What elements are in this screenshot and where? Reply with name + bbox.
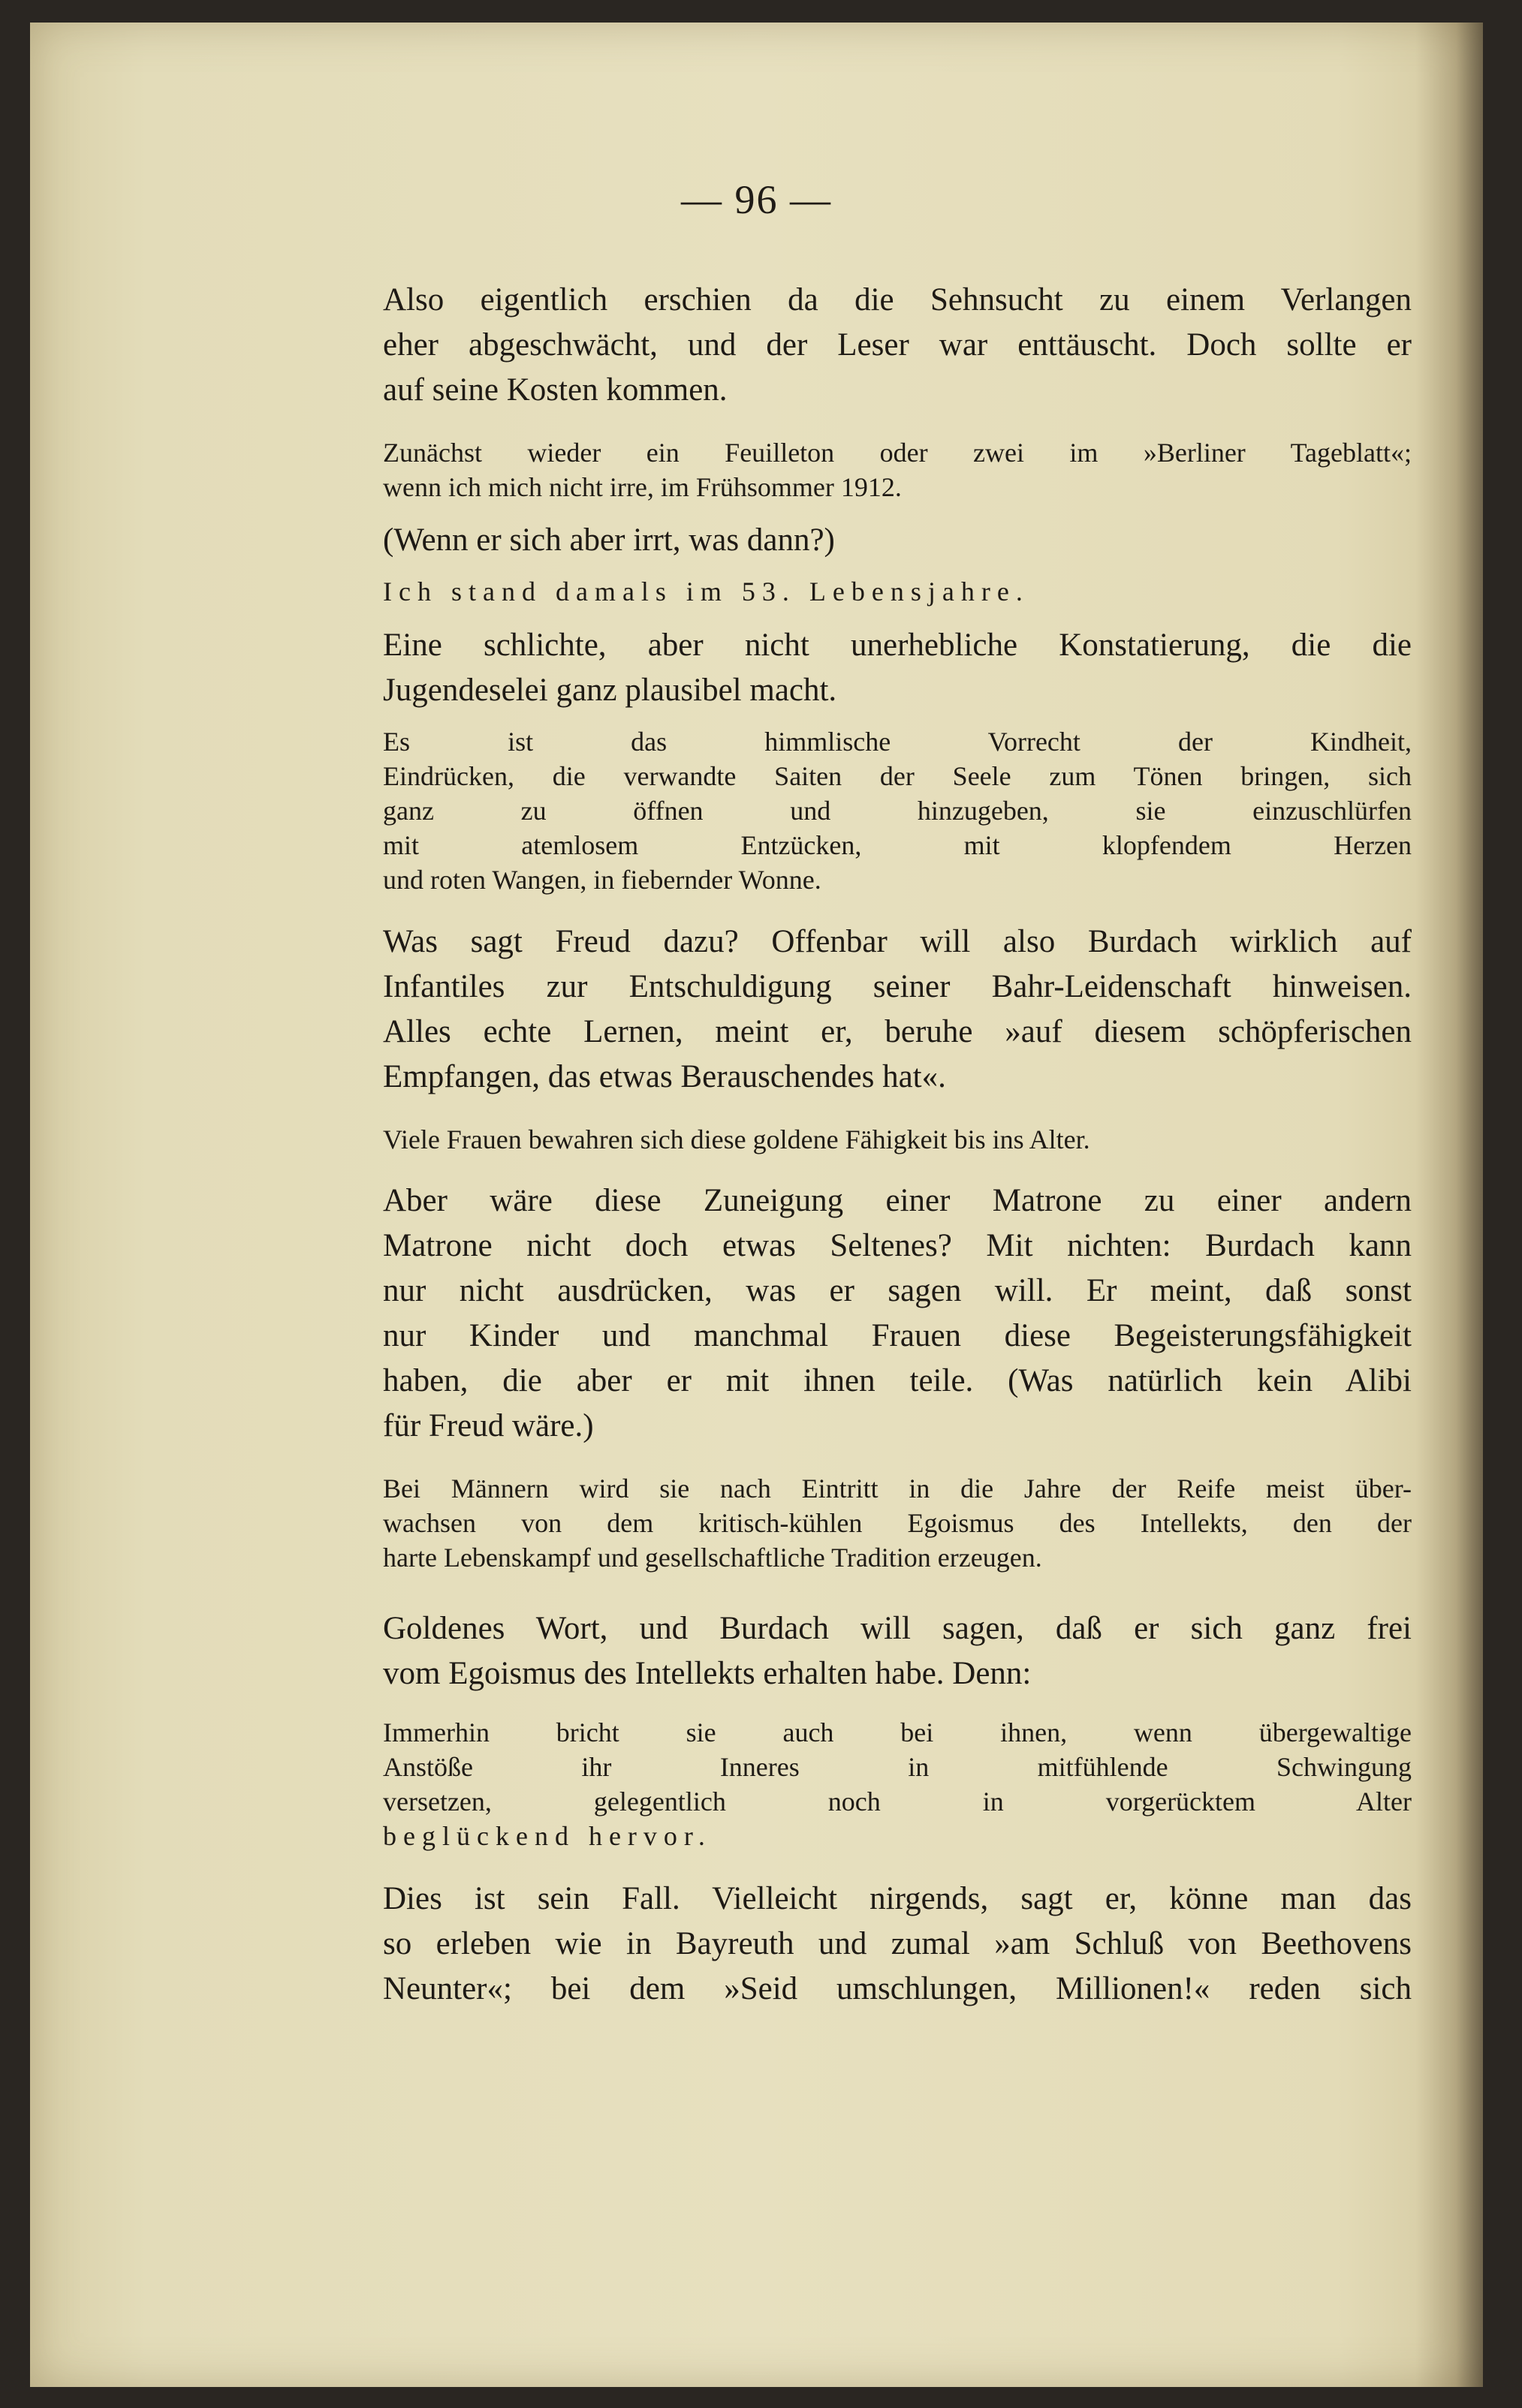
text-line: und roten Wangen, in fiebernder Wonne.: [383, 865, 821, 895]
text-line: Bei Männern wird sie nach Eintritt in die Jahre der Reife meist über-: [383, 1473, 1412, 1503]
text-line: Also eigentlich erschien da die Sehnsucht zu einem Verlangen: [383, 282, 1412, 318]
paragraph-3: [383, 623, 1412, 713]
text-line: Matrone nicht doch etwas Seltenes? Mit nichten: Burdach kann: [383, 1228, 1412, 1263]
paragraph-2: [383, 518, 1412, 563]
text-line: nur Kinder und manchmal Frauen diese Begeisterungsfähigkeit: [383, 1318, 1412, 1353]
text-line: Aber wäre diese Zuneigung einer Matrone zu einer andern: [383, 1183, 1412, 1218]
text-line: Was sagt Freud dazu? Offenbar will also Burdach wirklich auf: [383, 924, 1412, 959]
quote-2: [383, 574, 1412, 609]
book-spine-shadow: [1415, 23, 1483, 2387]
text-line: haben, die aber er mit ihnen teile. (Was natürlich kein Alibi: [383, 1363, 1412, 1398]
text-line: beglückend hervor.: [383, 1821, 712, 1851]
book-page: [30, 23, 1483, 2387]
text-line: Dies ist sein Fall. Vielleicht nirgends, sagt er, könne man das: [383, 1881, 1412, 1916]
text-line: Eine schlichte, aber nicht unerhebliche Konstatierung, die die: [383, 628, 1412, 663]
paragraph-4: [383, 920, 1412, 1100]
text-line: Goldenes Wort, und Burdach will sagen, daß er sich ganz frei: [383, 1611, 1412, 1646]
text-line: so erleben wie in Bayreuth und zumal »am Schluß von Beethovens: [383, 1926, 1412, 1961]
paragraph-1: [383, 278, 1412, 413]
text-line: Empfangen, das etwas Berauschendes hat«.: [383, 1059, 946, 1094]
quote-5: [383, 1471, 1412, 1575]
paragraph-6: [383, 1606, 1412, 1696]
text-line: (Wenn er sich aber irrt, was dann?): [383, 522, 835, 558]
text-line: Ich stand damals im 53. Lebensjahre.: [383, 576, 1029, 607]
text-line: wenn ich mich nicht irre, im Frühsommer 1912.: [383, 472, 902, 502]
text-line: vom Egoismus des Intellekts erhalten habe. Denn:: [383, 1656, 1032, 1691]
text-line: auf seine Kosten kommen.: [383, 372, 728, 408]
text-line: für Freud wäre.): [383, 1408, 594, 1443]
page-number: — 96 —: [681, 177, 832, 222]
text-line: mit atemlosem Entzücken, mit klopfendem Herzen: [383, 830, 1412, 860]
text-line: Zunächst wieder ein Feuilleton oder zwei im »Berliner Tageblatt«;: [383, 438, 1412, 468]
quote-6: [383, 1715, 1412, 1853]
text-line: wachsen von dem kritisch-kühlen Egoismus des Intellekts, den der: [383, 1508, 1412, 1538]
text-line: Infantiles zur Entschuldigung seiner Bahr-Leidenschaft hinweisen.: [383, 969, 1412, 1004]
text-line: Viele Frauen bewahren sich diese goldene Fähigkeit bis ins Alter.: [383, 1124, 1090, 1154]
text-line: nur nicht ausdrücken, was er sagen will. Er meint, daß sonst: [383, 1273, 1412, 1308]
quote-4: [383, 1122, 1412, 1157]
text-line: Neunter«; bei dem »Seid umschlungen, Millionen!« reden sich: [383, 1971, 1412, 2006]
text-line: Alles echte Lernen, meint er, beruhe »auf diesem schöpferischen: [383, 1014, 1412, 1049]
text-line: eher abgeschwächt, und der Leser war enttäuscht. Doch sollte er: [383, 327, 1412, 363]
text-line: Immerhin bricht sie auch bei ihnen, wenn übergewaltige: [383, 1717, 1412, 1747]
paragraph-5: [383, 1178, 1412, 1449]
text-line: versetzen, gelegentlich noch in vorgerücktem Alter: [383, 1786, 1412, 1817]
quote-1: [383, 435, 1412, 504]
paragraph-7: [383, 1877, 1412, 2012]
text-line: Eindrücken, die verwandte Saiten der Seele zum Tönen bringen, sich: [383, 761, 1412, 791]
quote-3: [383, 724, 1412, 897]
text-line: Es ist das himmlische Vorrecht der Kindheit,: [383, 727, 1412, 757]
text-line: Jugendeselei ganz plausibel macht.: [383, 673, 837, 708]
text-line: harte Lebenskampf und gesellschaftliche Tradition erzeugen.: [383, 1543, 1042, 1573]
text-line: ganz zu öffnen und hinzugeben, sie einzuschlürfen: [383, 796, 1412, 826]
text-line: Anstöße ihr Inneres in mitfühlende Schwingung: [383, 1752, 1412, 1782]
